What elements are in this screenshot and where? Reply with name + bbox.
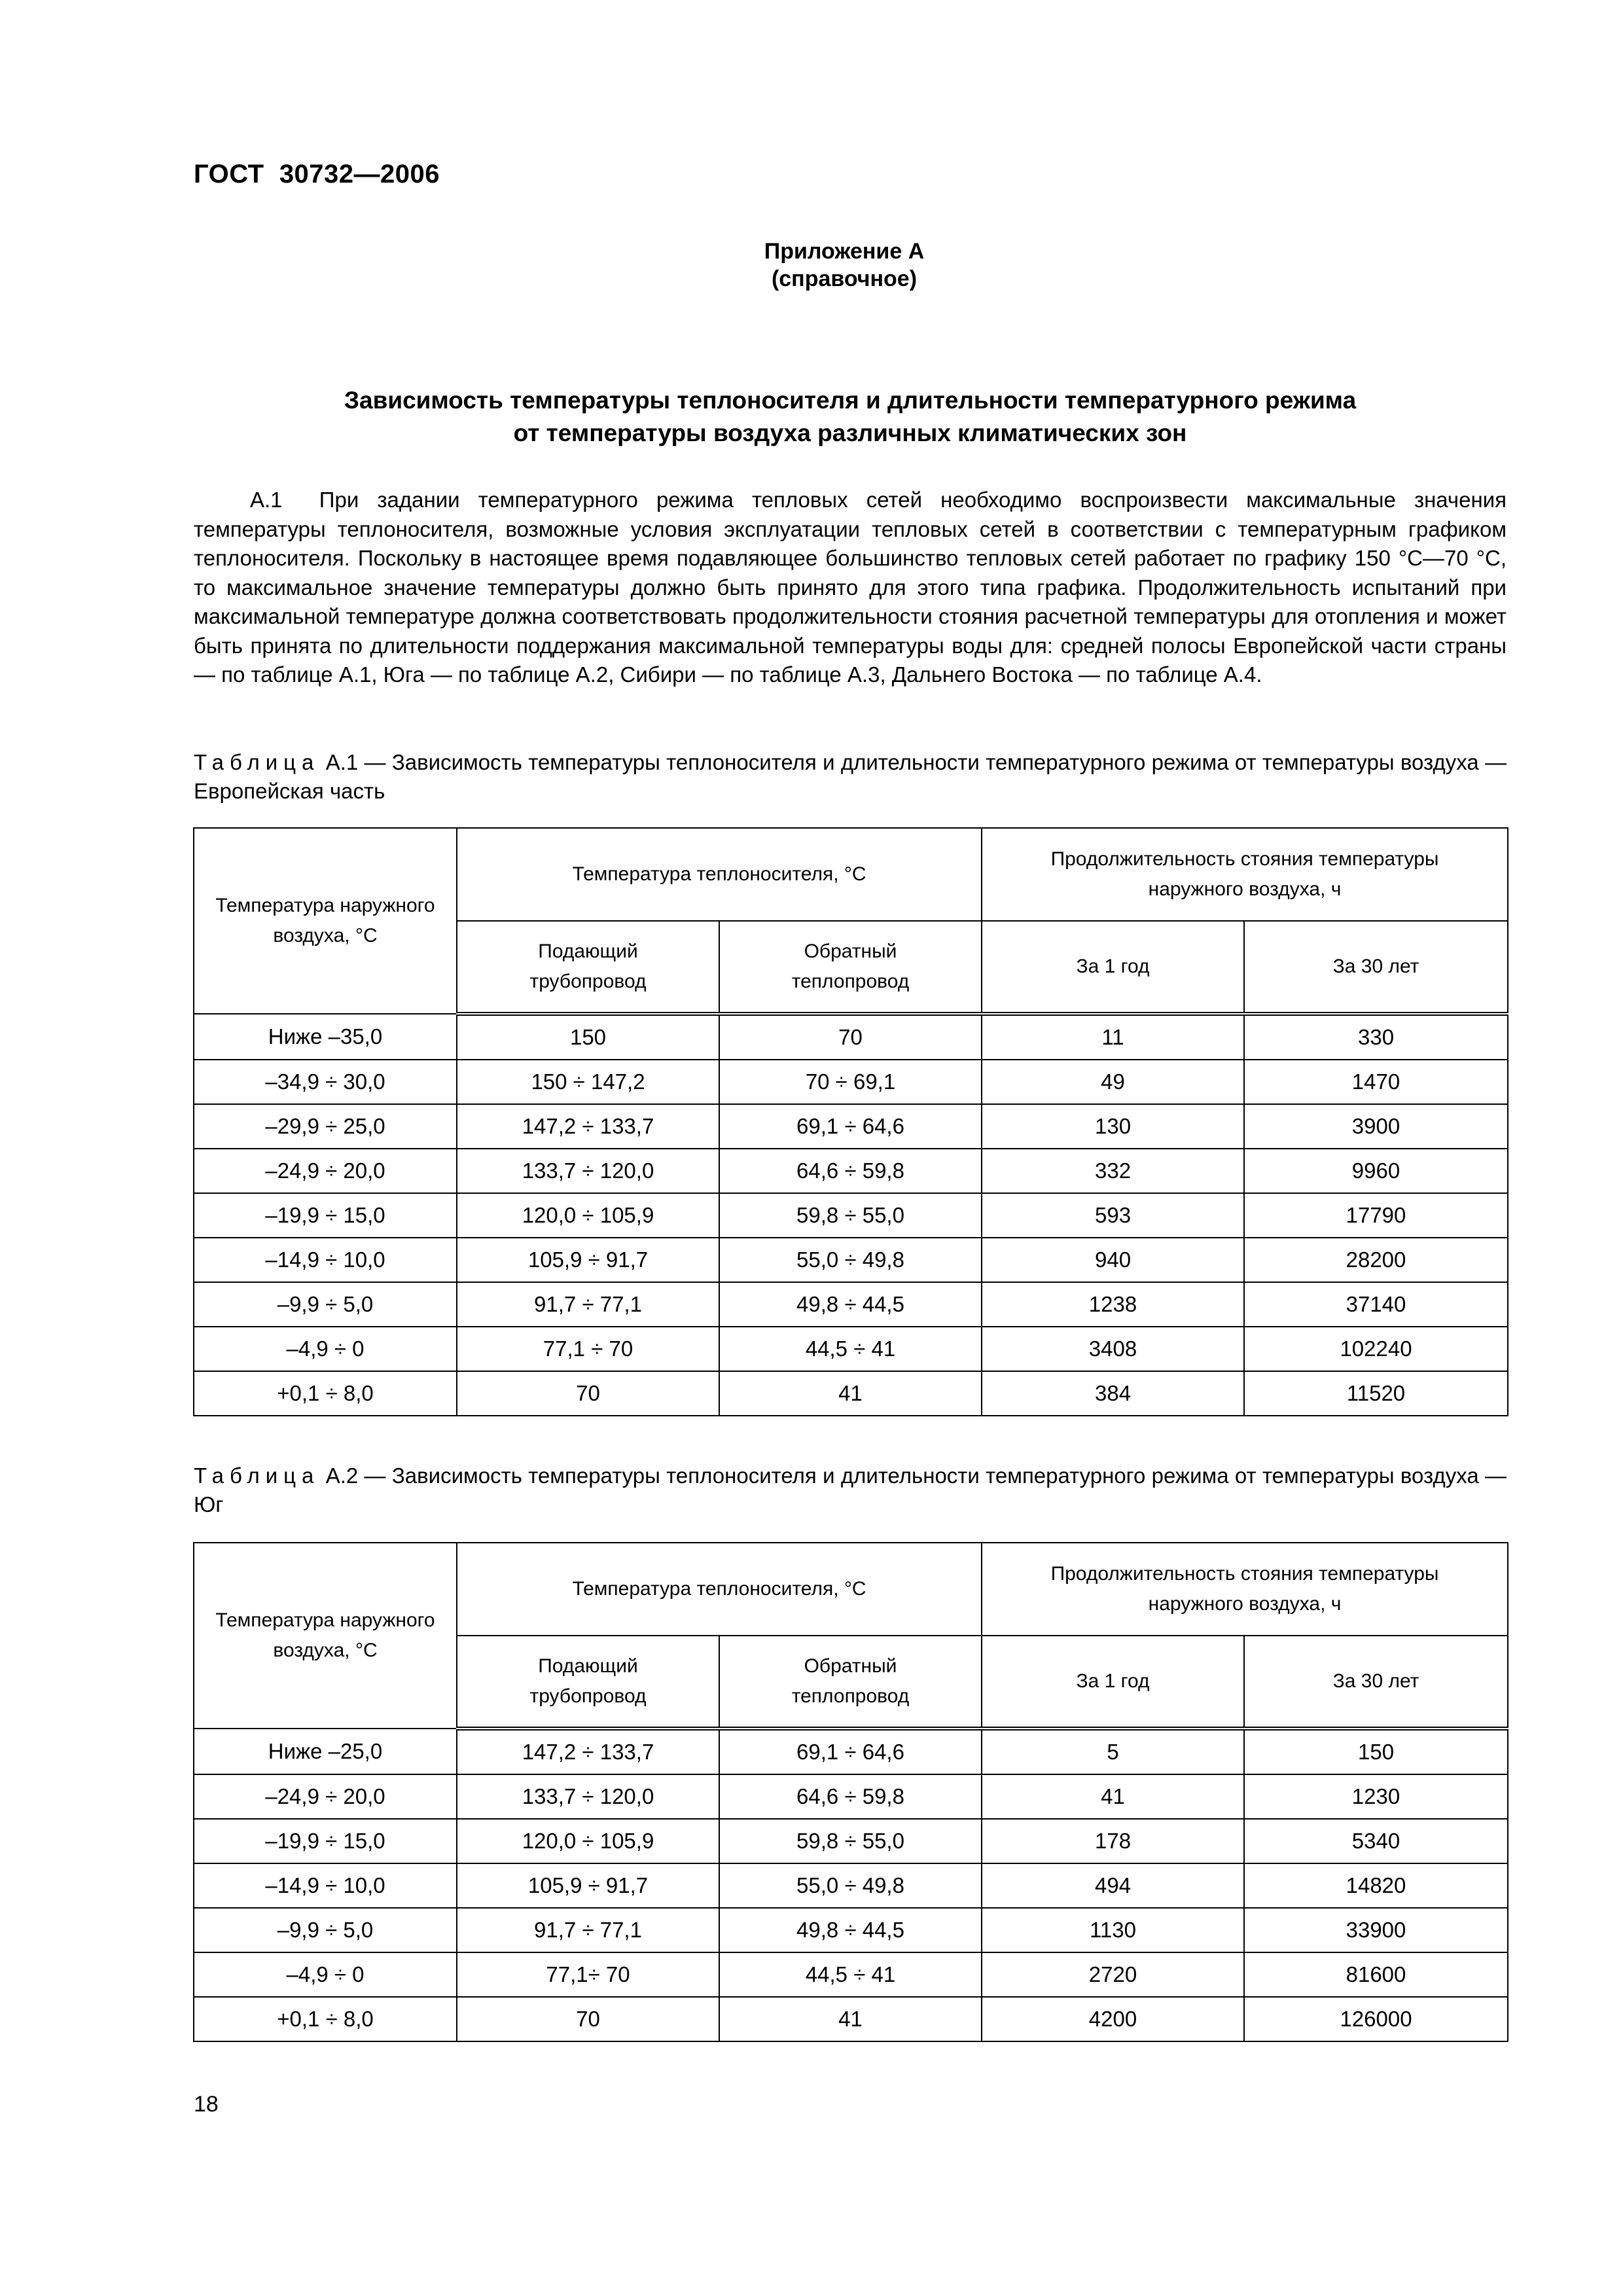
cell-per-year: 4200 xyxy=(982,1997,1244,2041)
cell-supply: 91,7 ÷ 77,1 xyxy=(457,1282,719,1327)
cell-per-30-years: 102240 xyxy=(1244,1327,1508,1371)
cell-per-30-years: 1470 xyxy=(1244,1060,1508,1104)
cell-return: 55,0 ÷ 49,8 xyxy=(719,1238,982,1282)
cell-return: 49,8 ÷ 44,5 xyxy=(719,1908,982,1952)
cell-per-year: 2720 xyxy=(982,1952,1244,1997)
table-row xyxy=(194,1819,1508,1863)
paragraph-a1 xyxy=(194,486,1507,690)
header-coolant-temp: Температура теплоносителя, °С xyxy=(457,1543,982,1636)
cell-per-30-years: 33900 xyxy=(1244,1908,1508,1952)
annex-title: Приложение А xyxy=(764,239,925,264)
cell-outdoor-temp: –19,9 ÷ 15,0 xyxy=(194,1193,457,1238)
cell-per-year: 11 xyxy=(982,1014,1244,1060)
cell-return: 70 ÷ 69,1 xyxy=(719,1060,982,1104)
cell-outdoor-temp: Ниже –35,0 xyxy=(194,1014,457,1060)
cell-per-year: 178 xyxy=(982,1819,1244,1863)
cell-supply: 77,1 ÷ 70 xyxy=(457,1327,719,1371)
cell-outdoor-temp: Ниже –25,0 xyxy=(194,1729,457,1774)
cell-per-30-years: 9960 xyxy=(1244,1149,1508,1193)
table-a2 xyxy=(193,1542,1508,2042)
cell-supply: 120,0 ÷ 105,9 xyxy=(457,1193,719,1238)
cell-return: 44,5 ÷ 41 xyxy=(719,1952,982,1997)
cell-supply: 133,7 ÷ 120,0 xyxy=(457,1774,719,1819)
cell-outdoor-temp: –29,9 ÷ 25,0 xyxy=(194,1104,457,1149)
cell-per-year: 130 xyxy=(982,1104,1244,1149)
header-return: Обратный теплопровод xyxy=(719,1636,982,1729)
table-a1-caption xyxy=(194,748,1507,806)
header-per-year: За 1 год xyxy=(982,921,1244,1014)
cell-supply: 150 xyxy=(457,1014,719,1060)
cell-return: 41 xyxy=(719,1371,982,1416)
cell-supply: 147,2 ÷ 133,7 xyxy=(457,1104,719,1149)
cell-per-30-years: 330 xyxy=(1244,1014,1508,1060)
cell-per-year: 1130 xyxy=(982,1908,1244,1952)
cell-return: 44,5 ÷ 41 xyxy=(719,1327,982,1371)
header-duration: Продолжительность стояния температуры наружного воздуха, ч xyxy=(982,1543,1508,1636)
cell-return: 59,8 ÷ 55,0 xyxy=(719,1193,982,1238)
section-title-line-2: от температуры воздуха различных климатических зон xyxy=(513,420,1187,446)
cell-return: 55,0 ÷ 49,8 xyxy=(719,1863,982,1908)
cell-per-30-years: 17790 xyxy=(1244,1193,1508,1238)
cell-return: 70 xyxy=(719,1014,982,1060)
header-supply: Подающий трубопровод xyxy=(457,1636,719,1729)
cell-outdoor-temp: –19,9 ÷ 15,0 xyxy=(194,1819,457,1863)
cell-per-year: 41 xyxy=(982,1774,1244,1819)
table-row xyxy=(194,1104,1508,1149)
cell-per-30-years: 11520 xyxy=(1244,1371,1508,1416)
section-title xyxy=(194,384,1507,450)
table-a2-caption xyxy=(194,1462,1507,1519)
cell-per-30-years: 1230 xyxy=(1244,1774,1508,1819)
cell-per-30-years: 5340 xyxy=(1244,1819,1508,1863)
table-a1 xyxy=(193,827,1508,1416)
table-caption-text: А.2 — Зависимость температуры теплоносителя и длительности температурного режима от температуры воздуха — Юг xyxy=(194,1463,1507,1516)
cell-return: 69,1 ÷ 64,6 xyxy=(719,1104,982,1149)
section-title-line-1: Зависимость температуры теплоносителя и длительности температурного режима xyxy=(344,387,1357,414)
paragraph-number: А.1 xyxy=(250,488,283,512)
header-per-30-years: За 30 лет xyxy=(1244,1636,1508,1729)
cell-outdoor-temp: –14,9 ÷ 10,0 xyxy=(194,1238,457,1282)
cell-per-30-years: 3900 xyxy=(1244,1104,1508,1149)
cell-outdoor-temp: –4,9 ÷ 0 xyxy=(194,1952,457,1997)
cell-supply: 133,7 ÷ 120,0 xyxy=(457,1149,719,1193)
header-coolant-temp: Температура теплоносителя, °С xyxy=(457,828,982,921)
cell-outdoor-temp: –14,9 ÷ 10,0 xyxy=(194,1863,457,1908)
table-row xyxy=(194,1014,1508,1060)
header-return: Обратный теплопровод xyxy=(719,921,982,1014)
table-row xyxy=(194,1060,1508,1104)
table-row xyxy=(194,1863,1508,1908)
header-supply: Подающий трубопровод xyxy=(457,921,719,1014)
cell-supply: 150 ÷ 147,2 xyxy=(457,1060,719,1104)
cell-outdoor-temp: –9,9 ÷ 5,0 xyxy=(194,1282,457,1327)
table-row xyxy=(194,1729,1508,1774)
cell-return: 69,1 ÷ 64,6 xyxy=(719,1729,982,1774)
cell-supply: 105,9 ÷ 91,7 xyxy=(457,1238,719,1282)
table-row xyxy=(194,1774,1508,1819)
cell-return: 59,8 ÷ 55,0 xyxy=(719,1819,982,1863)
header-per-year: За 1 год xyxy=(982,1636,1244,1729)
header-outdoor-temp: Температура наружного воздуха, °С xyxy=(194,828,457,1014)
cell-per-30-years: 150 xyxy=(1244,1729,1508,1774)
header-per-30-years: За 30 лет xyxy=(1244,921,1508,1014)
cell-supply: 70 xyxy=(457,1997,719,2041)
cell-per-year: 3408 xyxy=(982,1327,1244,1371)
table-row xyxy=(194,1282,1508,1327)
cell-outdoor-temp: –24,9 ÷ 20,0 xyxy=(194,1149,457,1193)
table-row xyxy=(194,1997,1508,2041)
cell-per-year: 940 xyxy=(982,1238,1244,1282)
table-row xyxy=(194,1238,1508,1282)
cell-outdoor-temp: –24,9 ÷ 20,0 xyxy=(194,1774,457,1819)
cell-outdoor-temp: +0,1 ÷ 8,0 xyxy=(194,1997,457,2041)
cell-per-year: 1238 xyxy=(982,1282,1244,1327)
table-row xyxy=(194,1908,1508,1952)
table-row xyxy=(194,1149,1508,1193)
cell-outdoor-temp: +0,1 ÷ 8,0 xyxy=(194,1371,457,1416)
cell-per-30-years: 126000 xyxy=(1244,1997,1508,2041)
cell-return: 64,6 ÷ 59,8 xyxy=(719,1149,982,1193)
cell-supply: 120,0 ÷ 105,9 xyxy=(457,1819,719,1863)
table-row xyxy=(194,1193,1508,1238)
cell-return: 41 xyxy=(719,1997,982,2041)
header-duration: Продолжительность стояния температуры наружного воздуха, ч xyxy=(982,828,1508,921)
header-outdoor-temp: Температура наружного воздуха, °С xyxy=(194,1543,457,1729)
cell-supply: 70 xyxy=(457,1371,719,1416)
table-row xyxy=(194,1327,1508,1371)
document-id-header: ГОСТ 30732—2006 xyxy=(194,160,440,188)
cell-per-30-years: 14820 xyxy=(1244,1863,1508,1908)
table-caption-text: А.1 — Зависимость температуры теплоносителя и длительности температурного режима от температуры воздуха — Европейская часть xyxy=(194,750,1507,803)
table-label: Таблица xyxy=(194,750,320,774)
table-label: Таблица xyxy=(194,1463,320,1488)
cell-supply: 105,9 ÷ 91,7 xyxy=(457,1863,719,1908)
cell-per-year: 49 xyxy=(982,1060,1244,1104)
cell-per-year: 494 xyxy=(982,1863,1244,1908)
cell-return: 49,8 ÷ 44,5 xyxy=(719,1282,982,1327)
cell-outdoor-temp: –4,9 ÷ 0 xyxy=(194,1327,457,1371)
cell-outdoor-temp: –34,9 ÷ 30,0 xyxy=(194,1060,457,1104)
paragraph-text: При задании температурного режима тепловых сетей необходимо воспроизвести максимальные значения температуры теплоносителя, возможные условия эксплуатации тепловых сетей в соответствии с температурным графиком теплоносителя. Поскольку в настоящее время подавляющее большинство тепловых сетей работает по графику 150 °С—70 °С, то максимальное значение температуры должно быть принято для этого типа графика. Продолжительность испытаний при максимальной температуре должна соответствовать продолжительности стояния расчетной температуры для отопления и может быть принята по длительности поддержания максимальной температуры воды для: средней полосы Европейской части страны — по таблице А.1, Юга — по таблице А.2, Сибири — по таблице А.3, Дальнего Востока — по таблице А.4. xyxy=(194,488,1507,687)
page-number: 18 xyxy=(194,2092,219,2117)
table-row xyxy=(194,1371,1508,1416)
cell-outdoor-temp: –9,9 ÷ 5,0 xyxy=(194,1908,457,1952)
cell-supply: 91,7 ÷ 77,1 xyxy=(457,1908,719,1952)
cell-supply: 147,2 ÷ 133,7 xyxy=(457,1729,719,1774)
cell-return: 64,6 ÷ 59,8 xyxy=(719,1774,982,1819)
cell-per-30-years: 81600 xyxy=(1244,1952,1508,1997)
annex-subtitle: (справочное) xyxy=(771,266,918,291)
cell-per-30-years: 28200 xyxy=(1244,1238,1508,1282)
cell-per-year: 593 xyxy=(982,1193,1244,1238)
cell-per-30-years: 37140 xyxy=(1244,1282,1508,1327)
cell-per-year: 5 xyxy=(982,1729,1244,1774)
cell-per-year: 384 xyxy=(982,1371,1244,1416)
cell-supply: 77,1÷ 70 xyxy=(457,1952,719,1997)
table-row xyxy=(194,1952,1508,1997)
cell-per-year: 332 xyxy=(982,1149,1244,1193)
